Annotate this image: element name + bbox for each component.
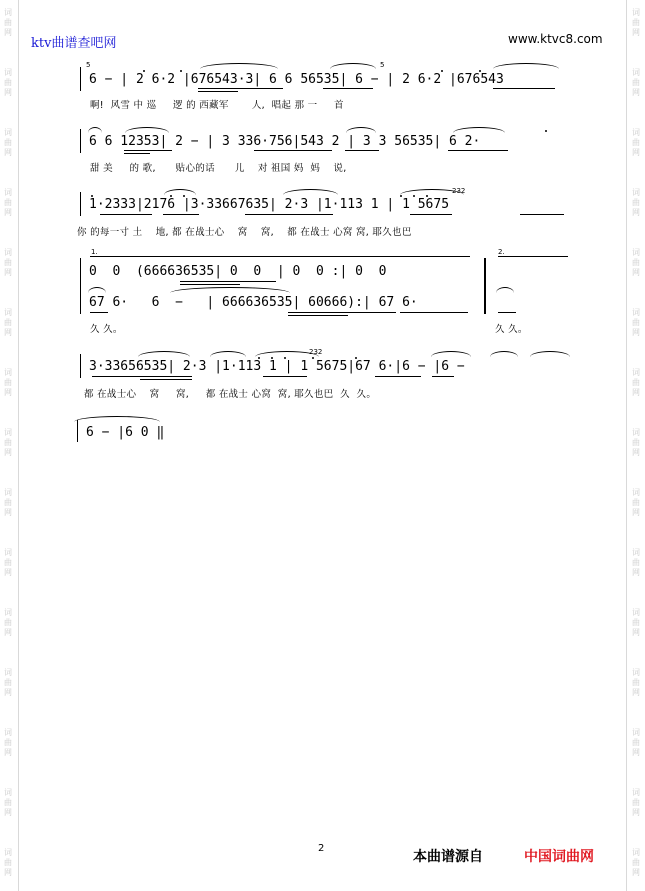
watermark-text: 词 曲 网 [632, 188, 640, 217]
watermark-text: 词 曲 网 [4, 608, 12, 637]
score-row-4-lyrics-right: 久 久。 [495, 324, 528, 335]
watermark-text: 词 曲 网 [4, 8, 12, 37]
watermark-text: 词 曲 网 [632, 488, 640, 517]
score-row-2-lyrics: 甜 美 的 歌, 贴心的话 儿 对 祖国 妈 妈 说, [90, 163, 347, 174]
score-row-1-notes: 6 − | 2 6·2 |676543·3| 6 6 56535| 6 − | 2 6·2 |676543 [89, 72, 504, 87]
score-row-6-notes: 6 − |6 0 ‖ [86, 425, 165, 440]
watermark-text: 词 曲 网 [4, 188, 12, 217]
score-row-3-lyrics: 你 的每一寸 土 地, 都 在战士心 窝 窝, 都 在战士 心窝 窝, 耶久也巴 [77, 227, 412, 238]
watermark-text: 词 曲 网 [632, 308, 640, 337]
score-row-5-notes: 3·33656535| 2·3 |1·113 1 | 1 5675|67 6·|6 − |6 − [89, 359, 465, 374]
watermark-text: 词 曲 网 [632, 608, 640, 637]
watermark-text: 词 曲 网 [4, 488, 12, 517]
score-row-4-upper-notes: 0 0 (666636535| 0 0 | 0 0 :| 0 0 [89, 264, 387, 279]
watermark-text: 词 曲 网 [632, 548, 640, 577]
score-row-4-lyrics-left: 久 久。 [90, 324, 123, 335]
watermark-text: 词 曲 网 [632, 848, 640, 877]
watermark-text: 词 曲 网 [632, 68, 640, 97]
site-url[interactable]: www.ktvc8.com [508, 32, 603, 46]
volta-1-label: 1. [91, 248, 98, 256]
score-row-2-notes: 6 6 12353| 2 − | 3 336·756|543 2 | 3 3 56535| 6 2· [89, 134, 481, 149]
score-row-4-lower-notes: 67 6· 6 − | 666636535| 60666):| 67 6· [89, 295, 418, 310]
watermark-text: 词 曲 网 [4, 548, 12, 577]
score-row-1-lyrics: 啊! 风雪 中 巡 逻 的 西藏军 人, 唱起 那 一 首 [90, 100, 344, 111]
watermark-text: 词 曲 网 [632, 728, 640, 757]
watermark-text: 词 曲 网 [632, 788, 640, 817]
watermark-text: 词 曲 网 [4, 368, 12, 397]
watermark-text: 词 曲 网 [4, 308, 12, 337]
watermark-text: 词 曲 网 [4, 728, 12, 757]
score-row-5-lyrics: 都 在战士心 窝 窝, 都 在战士 心窝 窝, 耶久也巴 久 久。 [84, 389, 377, 400]
watermark-text: 词 曲 网 [632, 8, 640, 37]
watermark-text: 词 曲 网 [4, 128, 12, 157]
score-row-3-notes: 1·2333|2176 |3·33667635| 2·3 |1·113 1 | 1 5675 [89, 197, 450, 212]
watermark-text: 词 曲 网 [4, 428, 12, 457]
watermark-text: 词 曲 网 [632, 128, 640, 157]
volta-2-label: 2. [498, 248, 505, 256]
watermark-text: 词 曲 网 [632, 668, 640, 697]
watermark-text: 词 曲 网 [632, 368, 640, 397]
watermark-text: 词 曲 网 [4, 668, 12, 697]
watermark-text: 词 曲 网 [632, 428, 640, 457]
source-site-link[interactable]: 中国词曲网 [524, 849, 594, 865]
watermark-text: 词 曲 网 [632, 248, 640, 277]
watermark-text: 词 曲 网 [4, 248, 12, 277]
site-name[interactable]: ktv曲谱查吧网 [31, 36, 117, 51]
watermark-text: 词 曲 网 [4, 788, 12, 817]
watermark-text: 词 曲 网 [4, 848, 12, 877]
watermark-text: 词 曲 网 [4, 68, 12, 97]
page-number: 2 [318, 843, 325, 854]
source-label: 本曲谱源自 [413, 849, 483, 865]
